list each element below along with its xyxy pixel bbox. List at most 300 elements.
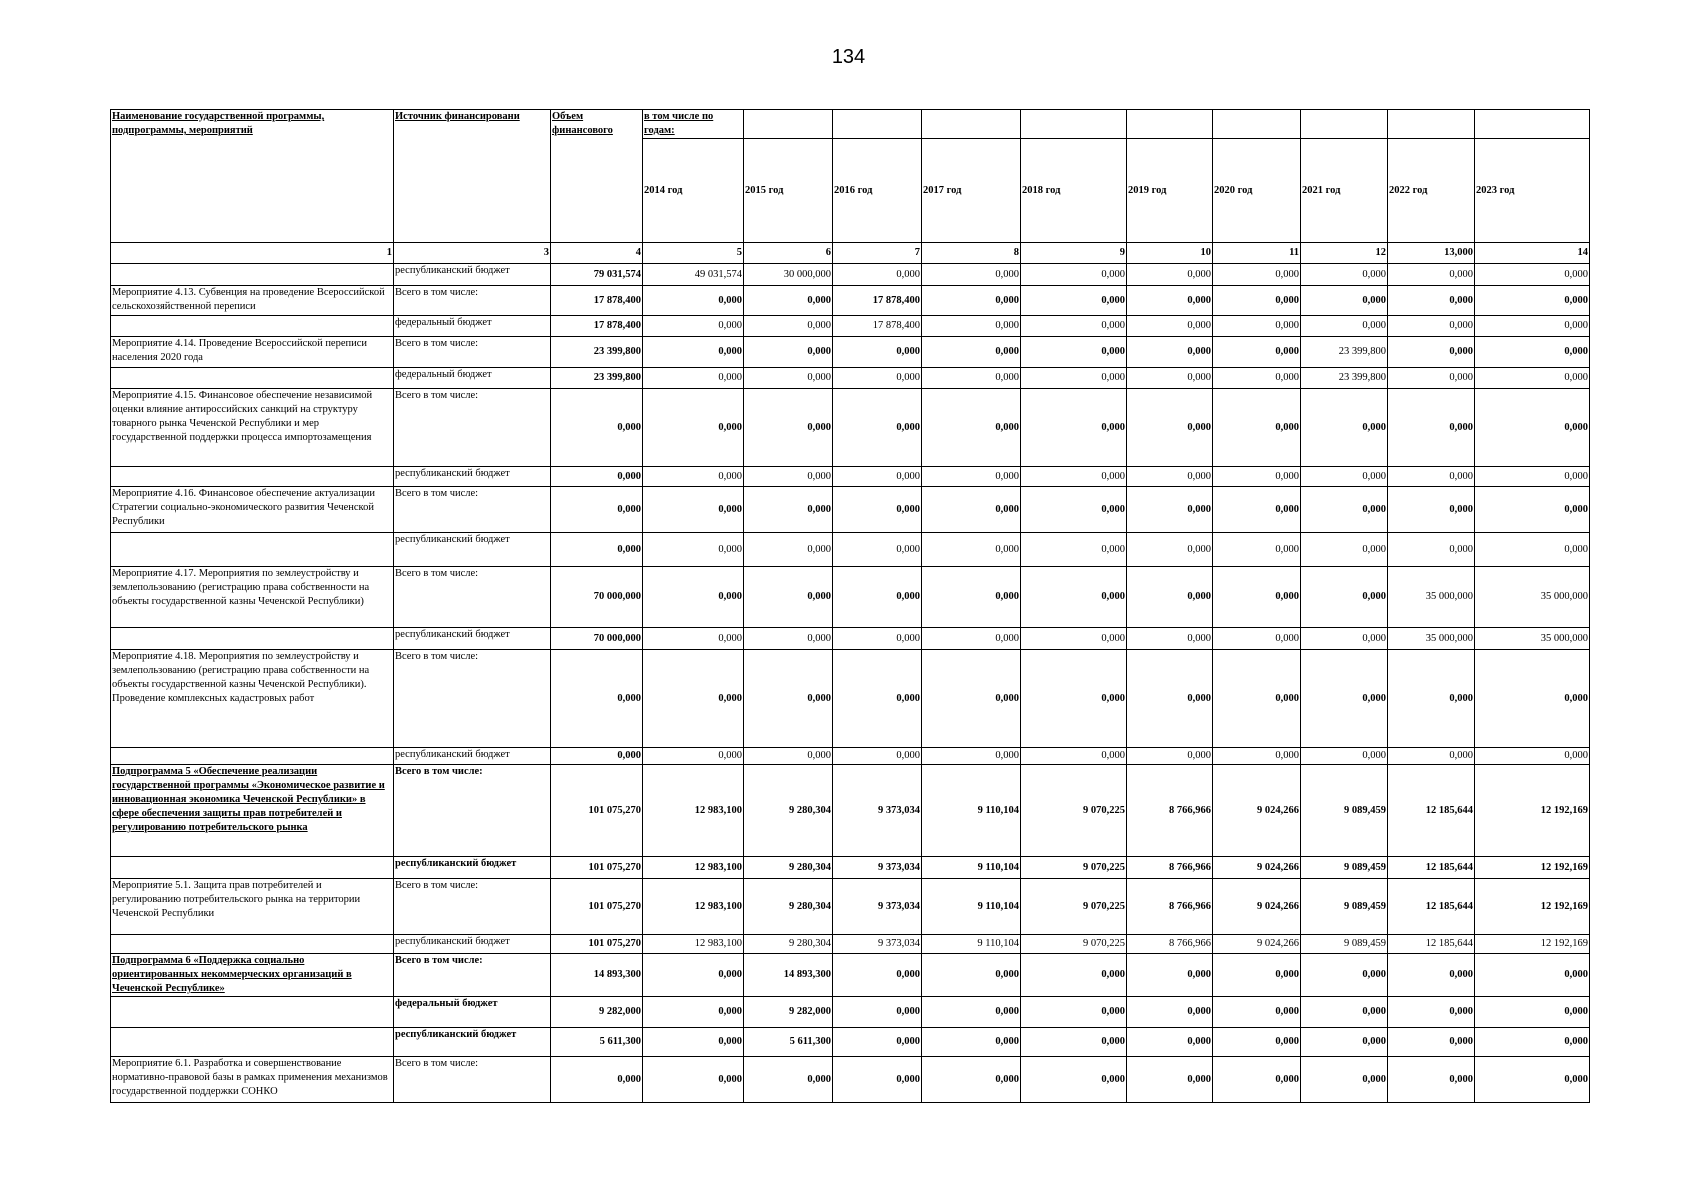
row-value: 9 070,225 (1021, 765, 1127, 857)
table-row (111, 264, 1590, 286)
row-source: Всего в том числе: (394, 567, 551, 628)
row-name (111, 316, 394, 337)
row-value: 12 185,644 (1388, 935, 1475, 954)
row-name: Подпрограмма 5 «Обеспечение реализации государственной программы «Экономическое развитие и инновационная экономика Чеченской Республики» в сфере обеспечения защиты прав потребителей и регулированию потребительского рынка (111, 765, 394, 857)
row-value: 0,000 (744, 533, 833, 567)
row-value: 0,000 (1021, 368, 1127, 389)
row-value: 0,000 (643, 368, 744, 389)
row-value: 0,000 (1213, 748, 1301, 765)
row-value: 9 373,034 (833, 857, 922, 879)
table-row (111, 533, 1590, 567)
row-total: 0,000 (551, 487, 643, 533)
row-name (111, 935, 394, 954)
row-value: 23 399,800 (1301, 337, 1388, 368)
header-year: 2023 год (1475, 139, 1590, 243)
row-value: 0,000 (744, 567, 833, 628)
row-value: 0,000 (1021, 628, 1127, 650)
row-name (111, 368, 394, 389)
table-row (111, 879, 1590, 935)
row-value: 0,000 (1475, 748, 1590, 765)
row-value: 9 373,034 (833, 935, 922, 954)
row-source: Всего в том числе: (394, 1057, 551, 1103)
row-value: 0,000 (1021, 1028, 1127, 1057)
row-value: 0,000 (1127, 316, 1213, 337)
row-value: 12 192,169 (1475, 857, 1590, 879)
row-source: Всего в том числе: (394, 650, 551, 748)
row-value: 0,000 (744, 628, 833, 650)
row-value: 12 185,644 (1388, 879, 1475, 935)
row-name: Мероприятие 4.17. Мероприятия по землеустройству и землепользованию (регистрацию права собственности на объекты государственной казны Чеченской Республики) (111, 567, 394, 628)
row-value: 0,000 (922, 368, 1021, 389)
header-year: 2022 год (1388, 139, 1475, 243)
row-value: 0,000 (744, 748, 833, 765)
row-value: 0,000 (643, 533, 744, 567)
row-value: 0,000 (1475, 264, 1590, 286)
row-value: 9 280,304 (744, 765, 833, 857)
row-value: 0,000 (922, 337, 1021, 368)
header-source: Источник финансировани (394, 110, 551, 243)
row-value: 9 280,304 (744, 935, 833, 954)
row-value: 0,000 (1213, 997, 1301, 1028)
row-value: 0,000 (643, 286, 744, 316)
header-year: 2014 год (643, 139, 744, 243)
row-total: 0,000 (551, 389, 643, 467)
row-value: 0,000 (1388, 1057, 1475, 1103)
row-value: 0,000 (1475, 487, 1590, 533)
row-name: Мероприятие 4.15. Финансовое обеспечение независимой оценки влияние антироссийских санкций на структуру товарного рынка Чеченской Республики и мер государственной поддержки процесса импортозамещения (111, 389, 394, 467)
row-name: Мероприятие 4.16. Финансовое обеспечение актуализации Стратегии социально-экономического развития Чеченской Республики (111, 487, 394, 533)
column-index: 4 (551, 243, 643, 264)
row-source: республиканский бюджет (394, 467, 551, 487)
row-value: 8 766,966 (1127, 857, 1213, 879)
row-total: 101 075,270 (551, 935, 643, 954)
row-value: 9 280,304 (744, 879, 833, 935)
row-value: 12 192,169 (1475, 935, 1590, 954)
row-value: 12 192,169 (1475, 879, 1590, 935)
header-year: 2017 год (922, 139, 1021, 243)
row-total: 101 075,270 (551, 765, 643, 857)
row-value: 0,000 (1021, 487, 1127, 533)
row-value: 0,000 (744, 487, 833, 533)
row-value: 9 110,104 (922, 765, 1021, 857)
row-source: республиканский бюджет (394, 748, 551, 765)
row-value: 0,000 (1301, 567, 1388, 628)
header-name: Наименование государственной программы, подпрограммы, мероприятий (111, 110, 394, 243)
row-source: республиканский бюджет (394, 533, 551, 567)
row-source: республиканский бюджет (394, 1028, 551, 1057)
row-total: 23 399,800 (551, 368, 643, 389)
row-source: федеральный бюджет (394, 316, 551, 337)
row-total: 101 075,270 (551, 879, 643, 935)
row-value: 0,000 (1021, 997, 1127, 1028)
row-value: 0,000 (1388, 997, 1475, 1028)
row-value: 0,000 (1127, 368, 1213, 389)
row-total: 5 611,300 (551, 1028, 643, 1057)
row-value: 0,000 (922, 467, 1021, 487)
row-value: 0,000 (833, 487, 922, 533)
row-name: Мероприятие 4.18. Мероприятия по землеустройству и землепользованию (регистрацию права собственности на объекты государственной казны Чеченской Республики). Проведение комплексных кадастровых работ (111, 650, 394, 748)
row-value: 12 983,100 (643, 857, 744, 879)
row-value: 35 000,000 (1475, 628, 1590, 650)
row-value: 9 089,459 (1301, 935, 1388, 954)
column-index: 10 (1127, 243, 1213, 264)
row-value: 30 000,000 (744, 264, 833, 286)
table-row (111, 467, 1590, 487)
row-value: 0,000 (744, 316, 833, 337)
row-value: 0,000 (833, 467, 922, 487)
row-total: 17 878,400 (551, 316, 643, 337)
row-total: 0,000 (551, 650, 643, 748)
row-total: 0,000 (551, 748, 643, 765)
row-value: 0,000 (922, 316, 1021, 337)
header-year: 2018 год (1021, 139, 1127, 243)
row-value: 0,000 (1301, 533, 1388, 567)
row-total: 14 893,300 (551, 954, 643, 997)
row-value: 0,000 (833, 1057, 922, 1103)
row-value: 0,000 (1301, 954, 1388, 997)
row-value: 0,000 (643, 1028, 744, 1057)
row-value: 0,000 (922, 1057, 1021, 1103)
row-value: 0,000 (1213, 467, 1301, 487)
row-value: 8 766,966 (1127, 765, 1213, 857)
row-value: 0,000 (1301, 264, 1388, 286)
row-value: 9 024,266 (1213, 857, 1301, 879)
column-index: 13,000 (1388, 243, 1475, 264)
table-row (111, 765, 1590, 857)
row-value: 0,000 (1388, 337, 1475, 368)
row-value: 0,000 (833, 997, 922, 1028)
row-value: 0,000 (1388, 748, 1475, 765)
row-value: 0,000 (1021, 467, 1127, 487)
row-value: 0,000 (744, 368, 833, 389)
row-value: 0,000 (1213, 368, 1301, 389)
row-value: 0,000 (1127, 337, 1213, 368)
row-value: 12 983,100 (643, 935, 744, 954)
row-source: республиканский бюджет (394, 264, 551, 286)
row-name (111, 264, 394, 286)
row-value: 0,000 (1021, 337, 1127, 368)
row-value: 0,000 (643, 567, 744, 628)
row-value: 9 373,034 (833, 879, 922, 935)
row-value: 0,000 (1213, 650, 1301, 748)
row-value: 5 611,300 (744, 1028, 833, 1057)
row-value: 0,000 (1388, 264, 1475, 286)
row-value: 0,000 (833, 368, 922, 389)
row-value: 0,000 (1301, 1028, 1388, 1057)
header-year: 2016 год (833, 139, 922, 243)
column-index: 12 (1301, 243, 1388, 264)
row-name: Мероприятие 4.14. Проведение Всероссийской переписи населения 2020 года (111, 337, 394, 368)
row-value: 12 983,100 (643, 879, 744, 935)
row-value: 0,000 (1475, 997, 1590, 1028)
row-value: 12 185,644 (1388, 765, 1475, 857)
row-value: 0,000 (1213, 533, 1301, 567)
row-value: 0,000 (1388, 487, 1475, 533)
row-value: 0,000 (1127, 650, 1213, 748)
table-row (111, 1028, 1590, 1057)
row-total: 17 878,400 (551, 286, 643, 316)
row-value: 0,000 (1475, 1028, 1590, 1057)
row-value: 12 192,169 (1475, 765, 1590, 857)
header-volume: Объем финансового (551, 110, 643, 243)
row-value: 0,000 (1021, 954, 1127, 997)
row-value: 35 000,000 (1388, 628, 1475, 650)
row-value: 0,000 (1213, 1028, 1301, 1057)
row-value: 0,000 (643, 1057, 744, 1103)
row-value: 0,000 (643, 748, 744, 765)
row-total: 9 282,000 (551, 997, 643, 1028)
row-value: 0,000 (643, 316, 744, 337)
row-value: 9 070,225 (1021, 935, 1127, 954)
row-source: республиканский бюджет (394, 628, 551, 650)
row-value: 23 399,800 (1301, 368, 1388, 389)
row-value: 0,000 (1213, 1057, 1301, 1103)
row-value: 0,000 (643, 650, 744, 748)
row-value: 0,000 (833, 628, 922, 650)
row-value: 0,000 (833, 533, 922, 567)
row-value: 0,000 (1301, 997, 1388, 1028)
row-name: Подпрограмма 6 «Поддержка социально ориентированных некоммерческих организаций в Чеченской Республике» (111, 954, 394, 997)
row-value: 0,000 (1213, 286, 1301, 316)
row-value: 0,000 (1021, 650, 1127, 748)
row-value: 9 024,266 (1213, 765, 1301, 857)
row-value: 35 000,000 (1475, 567, 1590, 628)
row-value: 0,000 (922, 264, 1021, 286)
header-year: 2020 год (1213, 139, 1301, 243)
row-value: 0,000 (643, 628, 744, 650)
column-index: 14 (1475, 243, 1590, 264)
column-index: 7 (833, 243, 922, 264)
row-value: 0,000 (1388, 650, 1475, 748)
row-value: 0,000 (1301, 467, 1388, 487)
row-source: Всего в том числе: (394, 765, 551, 857)
row-total: 70 000,000 (551, 567, 643, 628)
row-name (111, 997, 394, 1028)
row-value: 0,000 (1301, 286, 1388, 316)
row-source: Всего в том числе: (394, 337, 551, 368)
row-value: 9 282,000 (744, 997, 833, 1028)
header-years-caption: в том числе по годам: (643, 110, 744, 139)
row-name: Мероприятие 6.1. Разработка и совершенствование нормативно-правовой базы в рамках применения механизмов государственной поддержки СОНКО (111, 1057, 394, 1103)
row-value: 0,000 (922, 650, 1021, 748)
row-value: 0,000 (1127, 954, 1213, 997)
row-value: 0,000 (643, 954, 744, 997)
row-value: 0,000 (1475, 286, 1590, 316)
row-total: 0,000 (551, 533, 643, 567)
table-row (111, 337, 1590, 368)
row-value: 0,000 (1475, 650, 1590, 748)
row-value: 0,000 (744, 650, 833, 748)
row-name (111, 628, 394, 650)
row-value: 0,000 (922, 748, 1021, 765)
header-year: 2015 год (744, 139, 833, 243)
row-value: 9 070,225 (1021, 879, 1127, 935)
row-value: 0,000 (1127, 567, 1213, 628)
table-row (111, 316, 1590, 337)
row-value: 0,000 (922, 954, 1021, 997)
row-value: 9 110,104 (922, 935, 1021, 954)
row-value: 0,000 (1127, 628, 1213, 650)
column-index: 1 (111, 243, 394, 264)
row-value: 0,000 (643, 337, 744, 368)
row-name (111, 857, 394, 879)
row-value: 0,000 (833, 650, 922, 748)
row-name: Мероприятие 4.13. Субвенция на проведение Всероссийской сельскохозяйственной переписи (111, 286, 394, 316)
row-value: 0,000 (744, 467, 833, 487)
row-value: 0,000 (833, 264, 922, 286)
row-value: 0,000 (922, 567, 1021, 628)
row-value: 0,000 (1021, 567, 1127, 628)
row-total: 23 399,800 (551, 337, 643, 368)
row-value: 9 089,459 (1301, 879, 1388, 935)
row-value: 9 024,266 (1213, 879, 1301, 935)
row-value: 0,000 (1301, 1057, 1388, 1103)
row-value: 0,000 (1475, 533, 1590, 567)
row-value: 0,000 (1127, 389, 1213, 467)
row-value: 0,000 (833, 337, 922, 368)
row-value: 0,000 (744, 1057, 833, 1103)
table-row (111, 368, 1590, 389)
financing-table (110, 109, 1590, 1103)
row-name (111, 1028, 394, 1057)
table-row (111, 997, 1590, 1028)
row-value: 0,000 (1475, 316, 1590, 337)
row-value: 0,000 (922, 997, 1021, 1028)
row-value: 0,000 (1475, 1057, 1590, 1103)
row-value: 0,000 (1021, 389, 1127, 467)
row-source: Всего в том числе: (394, 879, 551, 935)
row-value: 0,000 (922, 389, 1021, 467)
row-value: 0,000 (1213, 567, 1301, 628)
table-row (111, 650, 1590, 748)
row-value: 0,000 (1301, 650, 1388, 748)
row-total: 0,000 (551, 467, 643, 487)
row-value: 0,000 (1213, 316, 1301, 337)
table-row (111, 954, 1590, 997)
row-value: 0,000 (1021, 533, 1127, 567)
row-value: 0,000 (1127, 264, 1213, 286)
row-source: республиканский бюджет (394, 935, 551, 954)
row-value: 0,000 (744, 286, 833, 316)
row-value: 0,000 (833, 748, 922, 765)
row-value: 0,000 (1213, 954, 1301, 997)
row-value: 9 110,104 (922, 879, 1021, 935)
row-value: 0,000 (1475, 467, 1590, 487)
row-value: 9 373,034 (833, 765, 922, 857)
row-value: 49 031,574 (643, 264, 744, 286)
column-index: 11 (1213, 243, 1301, 264)
row-value: 0,000 (1475, 337, 1590, 368)
row-value: 12 185,644 (1388, 857, 1475, 879)
row-value: 0,000 (744, 389, 833, 467)
row-value: 0,000 (1127, 1028, 1213, 1057)
row-value: 0,000 (1388, 1028, 1475, 1057)
row-value: 0,000 (1127, 997, 1213, 1028)
row-value: 0,000 (833, 389, 922, 467)
row-value: 0,000 (1475, 954, 1590, 997)
table-row (111, 487, 1590, 533)
row-value: 17 878,400 (833, 286, 922, 316)
row-value: 0,000 (1021, 316, 1127, 337)
table-row (111, 857, 1590, 879)
column-index: 5 (643, 243, 744, 264)
row-value: 0,000 (833, 567, 922, 628)
row-value: 0,000 (1388, 368, 1475, 389)
row-value: 0,000 (1213, 337, 1301, 368)
row-value: 0,000 (922, 487, 1021, 533)
row-source: Всего в том числе: (394, 286, 551, 316)
row-value: 9 070,225 (1021, 857, 1127, 879)
row-value: 0,000 (1475, 368, 1590, 389)
row-value: 0,000 (1127, 286, 1213, 316)
column-index-row (111, 243, 1590, 264)
row-name (111, 467, 394, 487)
row-value: 0,000 (643, 467, 744, 487)
row-source: федеральный бюджет (394, 997, 551, 1028)
row-value: 9 089,459 (1301, 857, 1388, 879)
column-index: 6 (744, 243, 833, 264)
row-value: 35 000,000 (1388, 567, 1475, 628)
table-row (111, 567, 1590, 628)
row-value: 0,000 (1388, 533, 1475, 567)
row-value: 8 766,966 (1127, 879, 1213, 935)
row-value: 0,000 (1388, 389, 1475, 467)
row-value: 0,000 (922, 286, 1021, 316)
row-value: 0,000 (1301, 487, 1388, 533)
row-total: 0,000 (551, 1057, 643, 1103)
table-row (111, 286, 1590, 316)
row-source: Всего в том числе: (394, 389, 551, 467)
row-value: 9 110,104 (922, 857, 1021, 879)
row-value: 0,000 (1301, 628, 1388, 650)
row-value: 9 089,459 (1301, 765, 1388, 857)
table-row (111, 389, 1590, 467)
row-value: 0,000 (833, 1028, 922, 1057)
row-source: Всего в том числе: (394, 487, 551, 533)
row-name (111, 533, 394, 567)
row-value: 0,000 (922, 628, 1021, 650)
row-total: 101 075,270 (551, 857, 643, 879)
header-row (111, 110, 1590, 139)
row-value: 0,000 (1301, 316, 1388, 337)
row-value: 0,000 (1021, 748, 1127, 765)
row-value: 0,000 (643, 487, 744, 533)
row-total: 70 000,000 (551, 628, 643, 650)
row-source: федеральный бюджет (394, 368, 551, 389)
row-value: 0,000 (1213, 628, 1301, 650)
row-total: 79 031,574 (551, 264, 643, 286)
row-value: 0,000 (1388, 467, 1475, 487)
row-value: 0,000 (922, 1028, 1021, 1057)
row-value: 0,000 (1127, 533, 1213, 567)
row-value: 0,000 (1127, 487, 1213, 533)
row-value: 0,000 (1021, 264, 1127, 286)
row-value: 9 024,266 (1213, 935, 1301, 954)
header-year: 2021 год (1301, 139, 1388, 243)
page-number: 134 (831, 46, 866, 68)
row-name (111, 748, 394, 765)
row-value: 0,000 (643, 389, 744, 467)
table-row (111, 628, 1590, 650)
row-value: 0,000 (1388, 316, 1475, 337)
row-value: 0,000 (1301, 748, 1388, 765)
row-value: 0,000 (1127, 748, 1213, 765)
header-year: 2019 год (1127, 139, 1213, 243)
row-value: 12 983,100 (643, 765, 744, 857)
row-source: республиканский бюджет (394, 857, 551, 879)
column-index: 3 (394, 243, 551, 264)
row-value: 0,000 (1127, 467, 1213, 487)
